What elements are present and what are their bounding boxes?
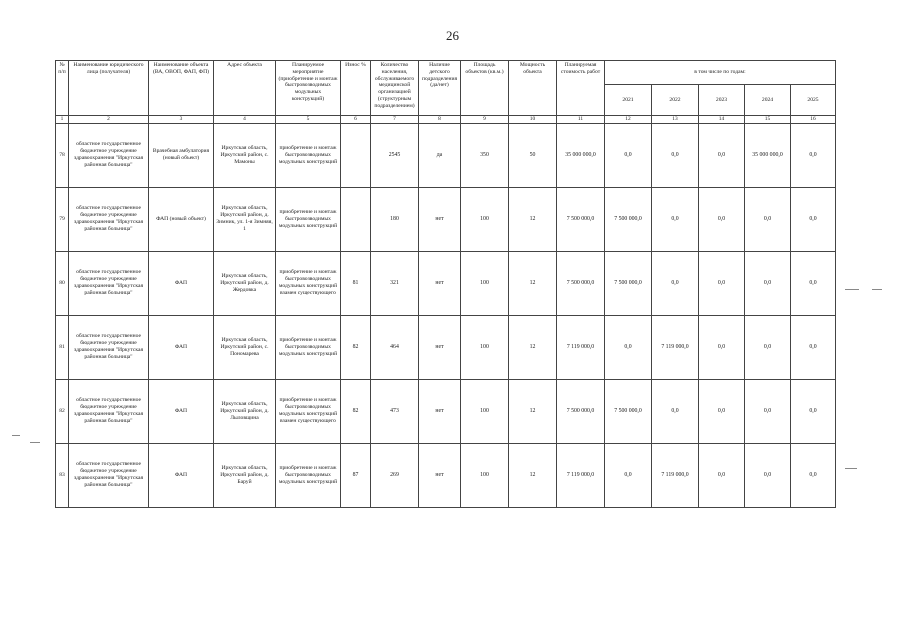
population: 180 [371, 187, 419, 251]
cost-2024: 0,0 [745, 315, 791, 379]
row-number: 81 [56, 315, 69, 379]
row-number: 79 [56, 187, 69, 251]
area: 100 [461, 379, 509, 443]
row-number: 78 [56, 123, 69, 187]
header-capacity: Мощность объекта [509, 61, 557, 116]
cost-2022: 0,0 [652, 379, 699, 443]
entity-name: областное государственное бюджетное учреждение здравоохранения "Иркутская районная больница" [69, 123, 149, 187]
cost-2021: 7 500 000,0 [605, 251, 652, 315]
header-entity: Наименование юридического лица (получателя) [69, 61, 149, 116]
cost-2023: 0,0 [699, 443, 745, 507]
column-number: 8 [419, 116, 461, 124]
capacity: 50 [509, 123, 557, 187]
population: 321 [371, 251, 419, 315]
table-row [56, 123, 836, 187]
area: 100 [461, 187, 509, 251]
header-address: Адрес объекта [214, 61, 276, 116]
cost-2021: 0,0 [605, 123, 652, 187]
object-address: Иркутская область, Иркутский район, д. Жердовка [214, 251, 276, 315]
wear-percent: 87 [341, 443, 371, 507]
area: 100 [461, 443, 509, 507]
capacity: 12 [509, 443, 557, 507]
wear-percent: 82 [341, 379, 371, 443]
cost-2021: 0,0 [605, 315, 652, 379]
wear-percent: 82 [341, 315, 371, 379]
column-number: 1 [56, 116, 69, 124]
column-numbers-row [56, 116, 836, 124]
scan-mark [872, 289, 882, 290]
planned-activity: приобретение и монтаж быстровозводимых модульных конструкций взамен существующего [276, 251, 341, 315]
header-year-2022: 2022 [652, 85, 699, 116]
header-children: Наличие детского подразделения (да/нет) [419, 61, 461, 116]
planned-cost: 7 500 000,0 [557, 251, 605, 315]
planned-cost: 7 500 000,0 [557, 379, 605, 443]
header-wear: Износ % [341, 61, 371, 116]
capacity: 12 [509, 251, 557, 315]
capacity: 12 [509, 187, 557, 251]
planned-activity: приобретение и монтаж быстровозводимых модульных конструкций [276, 187, 341, 251]
page-number: 26 [446, 28, 459, 43]
column-number: 4 [214, 116, 276, 124]
wear-percent: 81 [341, 251, 371, 315]
column-number: 10 [509, 116, 557, 124]
cost-2024: 35 000 000,0 [745, 123, 791, 187]
header-cost: Планируемая стоимость работ [557, 61, 605, 116]
column-number: 6 [341, 116, 371, 124]
cost-2022: 0,0 [652, 251, 699, 315]
object-name: ФАП [149, 443, 214, 507]
entity-name: областное государственное бюджетное учреждение здравоохранения "Иркутская районная больница" [69, 315, 149, 379]
header-year-2021: 2021 [605, 85, 652, 116]
object-address: Иркутская область, Иркутский район, д. Баруй [214, 443, 276, 507]
cost-2023: 0,0 [699, 315, 745, 379]
cost-2024: 0,0 [745, 443, 791, 507]
children-unit: нет [419, 443, 461, 507]
header-population: Количество населения, обслуживаемого медицинской организацией (структурным подразделением) [371, 61, 419, 116]
area: 100 [461, 315, 509, 379]
children-unit: нет [419, 187, 461, 251]
column-number: 3 [149, 116, 214, 124]
entity-name: областное государственное бюджетное учреждение здравоохранения "Иркутская районная больница" [69, 251, 149, 315]
column-number: 11 [557, 116, 605, 124]
object-address: Иркутская область, Иркутский район, с. Пономарева [214, 315, 276, 379]
table-row [56, 379, 836, 443]
population: 269 [371, 443, 419, 507]
planned-cost: 7 119 000,0 [557, 443, 605, 507]
scan-mark [845, 468, 857, 469]
planned-activity: приобретение и монтаж быстровозводимых модульных конструкций [276, 443, 341, 507]
cost-2022: 7 119 000,0 [652, 443, 699, 507]
object-name: ФАП [149, 379, 214, 443]
column-number: 13 [652, 116, 699, 124]
children-unit: да [419, 123, 461, 187]
planned-activity: приобретение и монтаж быстровозводимых модульных конструкций взамен существующего [276, 379, 341, 443]
header-years-group: в том числе по годам: [605, 61, 836, 85]
children-unit: нет [419, 315, 461, 379]
cost-2023: 0,0 [699, 251, 745, 315]
cost-2023: 0,0 [699, 123, 745, 187]
area: 350 [461, 123, 509, 187]
cost-2023: 0,0 [699, 379, 745, 443]
column-number: 9 [461, 116, 509, 124]
planned-cost: 35 000 000,0 [557, 123, 605, 187]
object-address: Иркутская область, Иркутский район, д. Зимник, ул. 1-я Зимняя, 1 [214, 187, 276, 251]
header-object: Наименование объекта (ВА, ОВОП, ФАП, ФП) [149, 61, 214, 116]
cost-2021: 0,0 [605, 443, 652, 507]
planned-cost: 7 119 000,0 [557, 315, 605, 379]
table-row [56, 443, 836, 507]
children-unit: нет [419, 251, 461, 315]
cost-2025: 0,0 [791, 379, 836, 443]
cost-2025: 0,0 [791, 187, 836, 251]
capacity: 12 [509, 315, 557, 379]
entity-name: областное государственное бюджетное учреждение здравоохранения "Иркутская районная больница" [69, 187, 149, 251]
cost-2025: 0,0 [791, 251, 836, 315]
cost-2022: 0,0 [652, 123, 699, 187]
cost-2023: 0,0 [699, 187, 745, 251]
wear-percent [341, 187, 371, 251]
column-number: 12 [605, 116, 652, 124]
wear-percent [341, 123, 371, 187]
row-number: 80 [56, 251, 69, 315]
object-name: ФАП (новый объект) [149, 187, 214, 251]
entity-name: областное государственное бюджетное учреждение здравоохранения "Иркутская районная больница" [69, 379, 149, 443]
cost-2024: 0,0 [745, 187, 791, 251]
cost-2024: 0,0 [745, 251, 791, 315]
entity-name: областное государственное бюджетное учреждение здравоохранения "Иркутская районная больница" [69, 443, 149, 507]
column-number: 2 [69, 116, 149, 124]
header-year-2024: 2024 [745, 85, 791, 116]
capacity: 12 [509, 379, 557, 443]
planned-activity: приобретение и монтаж быстровозводимых модульных конструкций [276, 315, 341, 379]
planned-cost: 7 500 000,0 [557, 187, 605, 251]
object-name: ФАП [149, 251, 214, 315]
population: 2545 [371, 123, 419, 187]
cost-2025: 0,0 [791, 443, 836, 507]
header-activity: Планируемое мероприятие (приобретение и монтаж быстровозводимых модульных конструкций) [276, 61, 341, 116]
cost-2021: 7 500 000,0 [605, 187, 652, 251]
table-row [56, 315, 836, 379]
scan-mark [12, 435, 20, 436]
scan-mark [30, 442, 40, 443]
row-number: 83 [56, 443, 69, 507]
object-name: ФАП [149, 315, 214, 379]
cost-2025: 0,0 [791, 315, 836, 379]
table-row [56, 251, 836, 315]
area: 100 [461, 251, 509, 315]
column-number: 14 [699, 116, 745, 124]
column-number: 7 [371, 116, 419, 124]
children-unit: нет [419, 379, 461, 443]
header-num: № п/п [56, 61, 69, 116]
table-row [56, 187, 836, 251]
projects-table [55, 60, 836, 508]
population: 473 [371, 379, 419, 443]
cost-2021: 7 500 000,0 [605, 379, 652, 443]
object-name: Врачебная амбулатория (новый объект) [149, 123, 214, 187]
header-year-2023: 2023 [699, 85, 745, 116]
cost-2025: 0,0 [791, 123, 836, 187]
planned-activity: приобретение и монтаж быстровозводимых модульных конструкций [276, 123, 341, 187]
column-number: 16 [791, 116, 836, 124]
cost-2022: 7 119 000,0 [652, 315, 699, 379]
row-number: 82 [56, 379, 69, 443]
header-area: Площадь объектов (кв.м.) [461, 61, 509, 116]
population: 464 [371, 315, 419, 379]
cost-2022: 0,0 [652, 187, 699, 251]
object-address: Иркутская область, Иркутский район, д. Лыловщина [214, 379, 276, 443]
column-number: 15 [745, 116, 791, 124]
header-year-2025: 2025 [791, 85, 836, 116]
scan-mark [845, 289, 859, 290]
column-number: 5 [276, 116, 341, 124]
cost-2024: 0,0 [745, 379, 791, 443]
object-address: Иркутская область, Иркутский район, с. Мамоны [214, 123, 276, 187]
